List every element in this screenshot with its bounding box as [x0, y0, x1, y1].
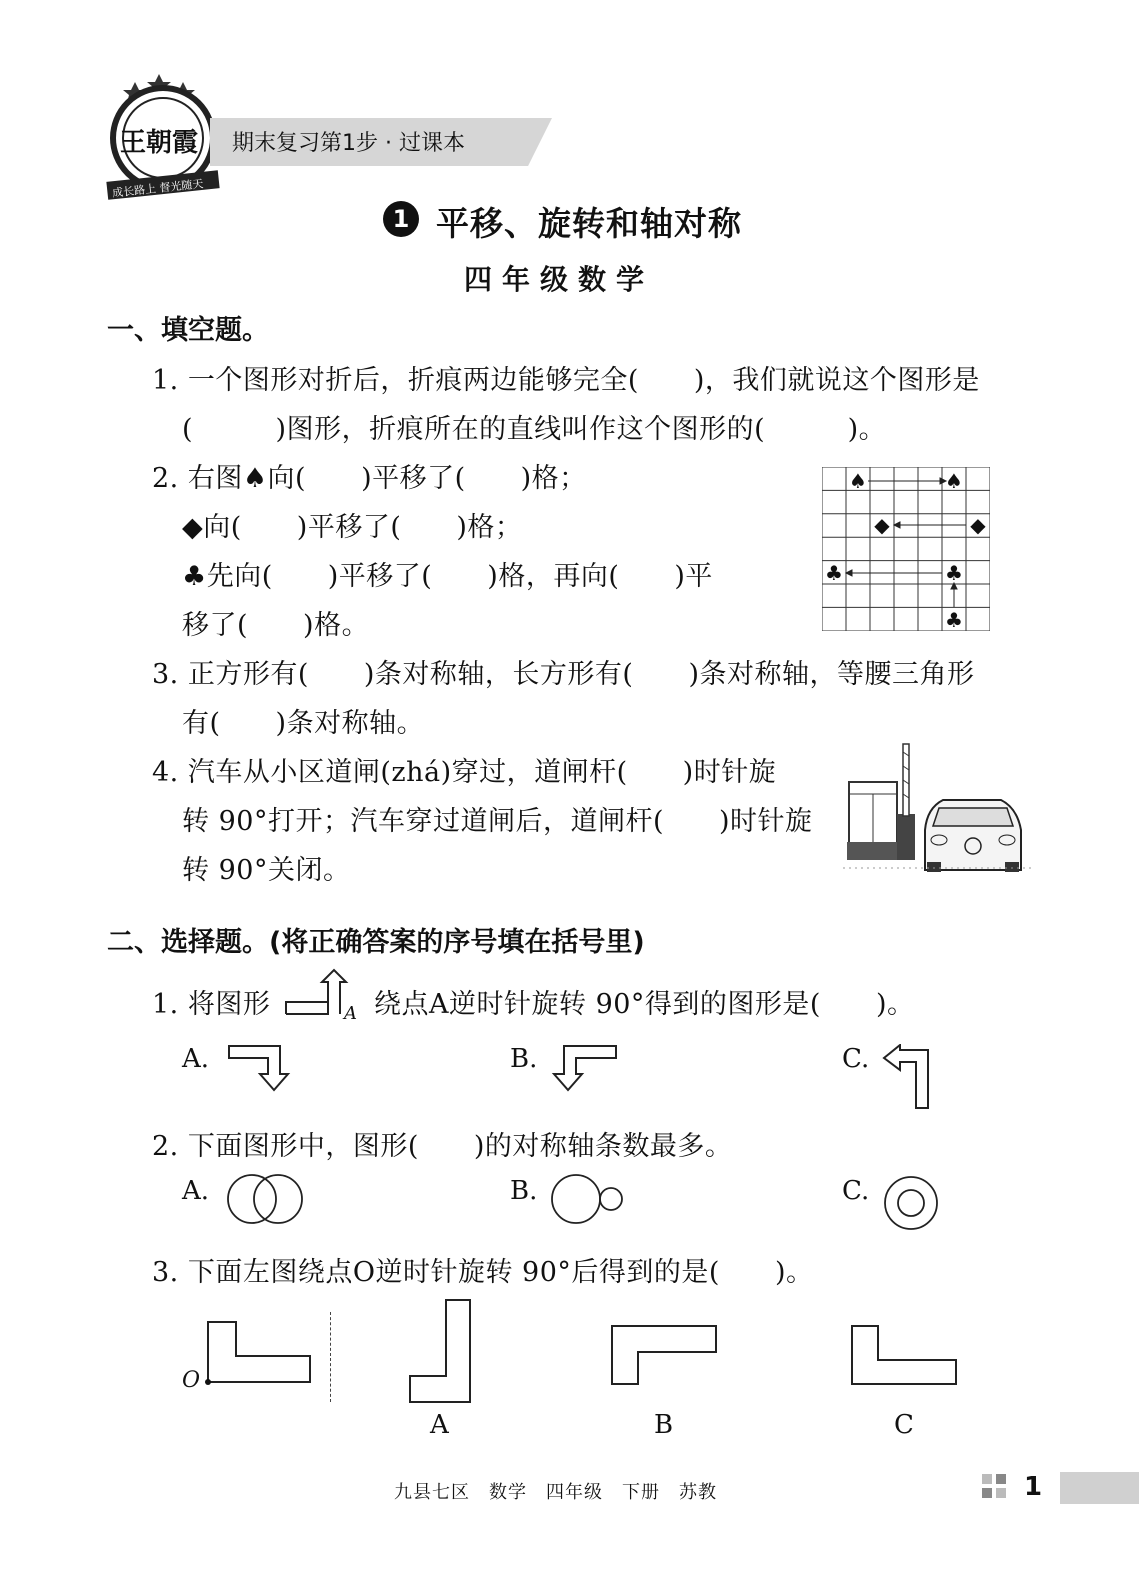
q1-2-line3: ♣先向( )平移了( )格，再向( )平 [182, 561, 713, 592]
q2-2-option-b-shape[interactable] [550, 1172, 626, 1226]
footer-bar [1060, 1472, 1139, 1504]
club-end-icon: ♣ [825, 561, 843, 585]
gate-car-illustration [843, 742, 1033, 874]
q2-3-option-b-label: B [654, 1410, 674, 1440]
q1-1-line2: ( )图形，折痕所在的直线叫作这个图形的( )。 [182, 414, 887, 445]
q2-1-option-c-shape[interactable] [882, 1044, 934, 1110]
q1-3-line1: 3. 正方形有( )条对称轴，长方形有( )条对称轴，等腰三角形 [152, 659, 975, 690]
title-number-badge [383, 201, 419, 237]
page-title: 平移、旋转和轴对称 [436, 204, 742, 243]
q2-1-option-a-shape[interactable] [228, 1044, 292, 1092]
diamond-end-icon: ◆ [874, 513, 890, 537]
q2-1-option-b-label: B. [510, 1044, 538, 1074]
q2-1-option-c-label: C. [842, 1044, 870, 1074]
q1-4-line1: 4. 汽车从小区道闸(zhá)穿过，道闸杆( )时针旋 [152, 757, 777, 788]
section-2-heading: 二、选择题。(将正确答案的序号填在括号里) [107, 927, 645, 958]
page-number: 1 [1024, 1472, 1043, 1502]
club-start-icon: ♣ [945, 608, 963, 631]
logo-slogan: 成长路上 督光随天 [111, 177, 204, 200]
footer-text: 九县七区 数学 四年级 下册 苏教 [394, 1482, 717, 1503]
spade-end-icon: ♠ [945, 469, 963, 493]
q1-2-line4: 移了( )格。 [182, 610, 370, 641]
q2-3-text: 3. 下面左图绕点O逆时针旋转 90°后得到的是( )。 [152, 1257, 814, 1288]
q2-1-option-a-label: A. [182, 1044, 210, 1074]
q2-2-option-c-shape[interactable] [882, 1174, 940, 1232]
q2-1-option-b-shape[interactable] [550, 1044, 618, 1092]
title-number: 1 [392, 205, 410, 233]
header-banner-text: 期末复习第1步 · 过课本 [232, 131, 465, 156]
q2-3-option-b-shape[interactable] [608, 1322, 720, 1388]
q2-3-option-a-shape[interactable] [406, 1296, 474, 1406]
q1-4-line3: 转 90°关闭。 [182, 855, 351, 886]
q2-2-option-a-label: A. [182, 1176, 210, 1206]
q2-1-suffix: 绕点A逆时针旋转 90°得到的图形是( )。 [374, 989, 915, 1020]
q2-2-text: 2. 下面图形中，图形( )的对称轴条数最多。 [152, 1131, 733, 1162]
q2-2-option-c-label: C. [842, 1176, 870, 1206]
q2-3-option-a-label: A [430, 1410, 449, 1440]
logo-name: 王朝霞 [120, 128, 199, 158]
section-1-heading: 一、填空题。 [107, 315, 269, 346]
q2-3-option-c-label: C [894, 1410, 914, 1440]
spade-start-icon: ♠ [849, 469, 867, 493]
q2-3-original-shape [196, 1316, 316, 1388]
club-mid-icon: ♣ [945, 561, 963, 585]
footer-squares [982, 1474, 1014, 1502]
q2-3-option-c-shape[interactable] [848, 1322, 960, 1388]
page-subtitle: 四年级数学 [464, 263, 655, 296]
q2-2-option-a-shape[interactable] [226, 1172, 306, 1226]
q2-2-option-b-label: B. [510, 1176, 538, 1206]
q1-2-line1: 2. 右图♠向( )平移了( )格； [152, 463, 587, 494]
q2-3-point-label: O [182, 1368, 201, 1393]
q1-1-line1: 1. 一个图形对折后，折痕两边能够完全( )，我们就说这个图形是 [152, 365, 980, 396]
q1-2-line2: ◆向( )平移了( )格； [182, 512, 523, 543]
diamond-start-icon: ◆ [970, 513, 986, 537]
q2-1-point-label: A [344, 1003, 357, 1024]
translation-grid [822, 467, 990, 631]
q1-4-line2: 转 90°打开；汽车穿过道闸后，道闸杆( )时针旋 [182, 806, 813, 837]
q2-1-prefix: 1. 将图形 [152, 989, 271, 1020]
q1-3-line2: 有( )条对称轴。 [182, 708, 425, 739]
q2-1-shape [284, 968, 350, 1026]
q2-3-divider [330, 1312, 331, 1402]
